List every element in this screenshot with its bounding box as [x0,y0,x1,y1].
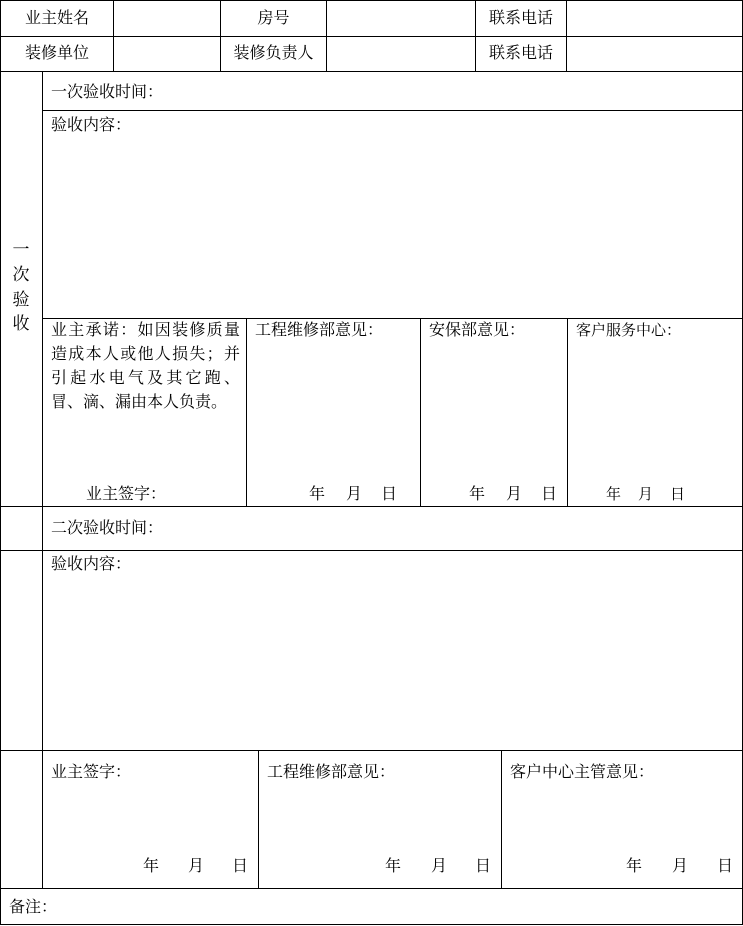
second-inspection-content-label: 验收内容： [51,554,132,573]
first-engineering-label: 工程维修部意见： [255,320,384,339]
first-inspection-content-label: 验收内容： [51,115,132,134]
room-label: 房号 [257,8,290,27]
owner-commitment-text: 业主承诺：如因装修质量造成本人或他人损失；并引起水电气及其它跑、冒、滴、漏由本人负责。 [51,320,240,411]
date-day: 日 [717,856,734,875]
second-opinion-col-2 [501,750,502,888]
date-month: 月 [431,856,448,875]
side-char-4: 收 [12,314,30,334]
date-day: 日 [475,856,492,875]
first-section-end [0,506,743,507]
decor-unit-label: 装修单位 [24,43,89,62]
border-left [0,0,1,925]
phone-label-1: 联系电话 [488,8,553,27]
remarks-label: 备注： [9,897,58,916]
side-char-3: 验 [12,290,30,310]
side-col-divider [42,71,43,888]
owner-name-label: 业主姓名 [24,8,89,27]
side-char-1: 一 [12,240,30,260]
col-divider-1 [113,0,114,72]
date-month: 月 [346,484,363,503]
second-time-divider [0,550,743,551]
first-security-label: 安保部意见： [429,320,526,339]
date-month: 月 [638,485,654,503]
date-month: 月 [506,484,523,503]
date-day: 日 [670,485,686,503]
first-opinion-col-3 [567,318,568,506]
row-divider-1 [0,36,743,37]
date-month: 月 [188,856,205,875]
col-divider-5 [566,0,567,72]
first-customer-center-label: 客户服务中心： [576,321,682,339]
date-day: 日 [381,484,398,503]
date-year: 年 [385,856,402,875]
date-year: 年 [626,856,643,875]
row-divider-2 [0,71,743,72]
second-content-divider [0,750,743,751]
border-top [0,0,743,1]
side-char-2: 次 [12,265,30,285]
first-owner-sign-label: 业主签字： [86,484,167,503]
date-day: 日 [541,484,558,503]
second-engineering-label: 工程维修部意见： [267,762,396,781]
second-inspection-time-label: 二次验收时间： [51,518,164,537]
border-bottom [0,924,743,925]
col-divider-3 [326,0,327,72]
date-year: 年 [469,484,486,503]
first-opinion-col-1 [246,318,247,506]
date-day: 日 [232,856,249,875]
second-opinion-col-1 [258,750,259,888]
supervisor-opinion-label: 客户中心主管意见： [510,762,655,781]
phone-label-2: 联系电话 [488,43,553,62]
date-year: 年 [309,484,326,503]
first-inspection-time-label: 一次验收时间： [51,82,164,101]
second-owner-sign-label: 业主签字： [51,762,132,781]
decor-manager-label: 装修负责人 [233,43,314,62]
first-time-divider [42,110,743,111]
remarks-divider [0,888,743,889]
date-year: 年 [143,856,160,875]
date-month: 月 [672,856,689,875]
first-opinion-col-2 [420,318,421,506]
date-year: 年 [606,485,622,503]
